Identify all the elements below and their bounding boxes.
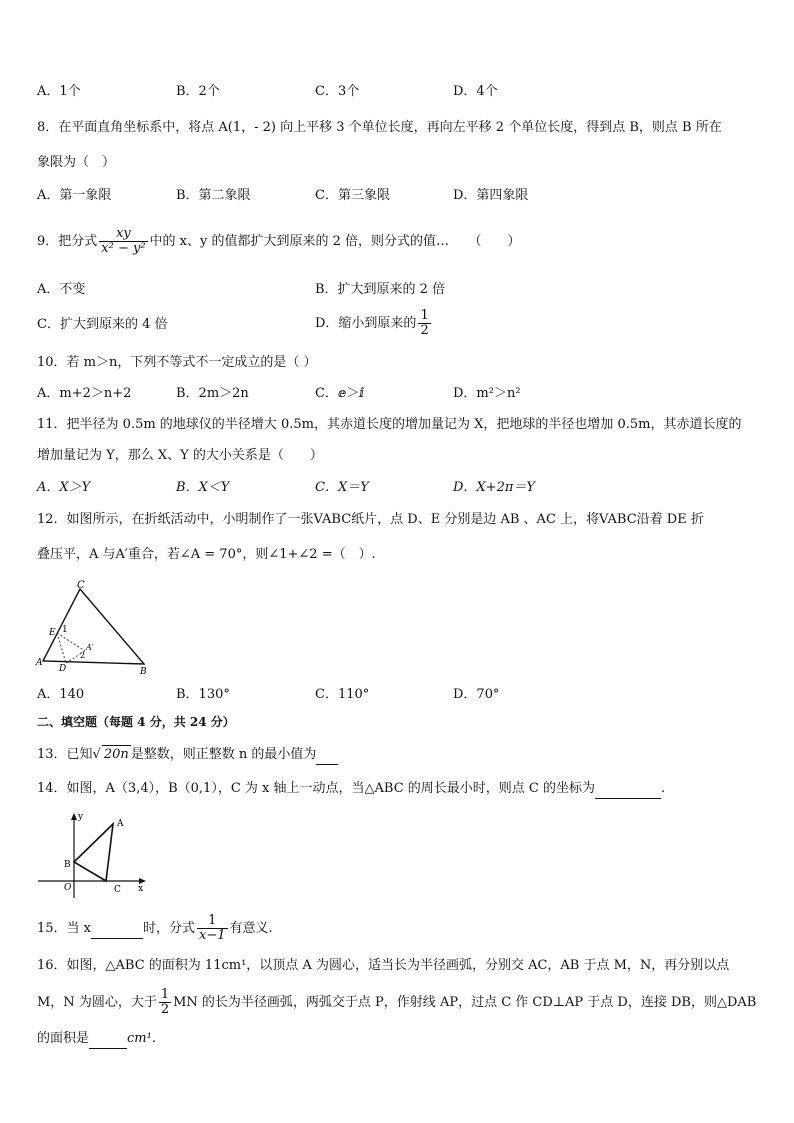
q12-option-b: B．130° [176,687,230,702]
label-e: E [49,628,56,638]
label-b: B [140,667,147,677]
q13-prefix: 13．已知 [37,747,93,762]
q16-line3-prefix: 的面积是 [37,1031,90,1046]
q9-option-d-numerator: 1 [420,308,429,323]
q16-answer-blank [89,1030,127,1049]
q12-option-d: D．70° [453,687,500,702]
q9-fraction-denominator: x² − y² [101,241,146,256]
label-a-prime: A′ [86,643,94,652]
q12-option-a: A．140 [37,687,85,702]
q9-option-d-prefix: D．缩小到原来的 [315,316,417,331]
q9-option-b: B．扩大到原来的 2 倍 [315,282,446,297]
label-o: O [64,883,72,893]
q11-option-a: A．X＞Y [37,480,91,495]
q9-stem [37,227,521,256]
sqrt-radical-icon: √ [92,747,101,762]
triangle-abc [74,824,113,881]
q9-option-d [315,309,433,338]
q16-fraction [159,988,171,1017]
q16-fraction-numerator: 1 [160,987,170,1002]
q12-option-c: C．110° [315,687,370,702]
q13-suffix: 是整数，则正整数 n 的最小值为 [130,747,317,762]
q14-answer-blank [595,780,661,799]
q15-fraction-denominator: x−1 [199,928,226,943]
q16-line3-suffix: cm¹. [127,1031,156,1046]
q7-option-c: C．3个 [315,84,360,99]
q11-option-c: C．X＝Y [315,480,369,495]
q14-coordinate-figure [34,810,152,902]
q14-end: . [660,781,666,796]
q10-option-b: B．2m＞2n [176,386,249,401]
q15-suffix: 有意义. [229,921,273,936]
q9-prefix: 9．把分式 [37,234,98,249]
q16-stem-line1: 16．如图，△ABC 的面积为 11cm¹，以顶点 A 为圆心，适当长为半径画弧，分别交 AC，AB 于点 M，N，再分别以点 [37,958,730,973]
q16-fraction-denominator: 2 [160,1002,170,1017]
q15-fraction [197,914,228,943]
label-d: D [59,664,67,674]
q10-option-a: A．m+2＞n+2 [37,386,132,401]
q16-stem-line3 [37,1030,156,1049]
q9-option-a: A．不变 [37,282,86,297]
q7-option-a: A．1个 [37,84,81,99]
q12-stem-line2: 叠压平，A 与A′重合，若∠A = 70°，则∠1+∠2 =（ ）. [37,547,376,562]
triangle-abc [43,589,144,664]
q11-option-d: D．X+2π＝Y [453,480,535,495]
q16-line2-suffix: MN 的长为半径画弧，两弧交于点 P，作射线 AP，过点 C 作 CD⊥AP 于点 D，连接 DB，则△DAB [173,995,757,1010]
q7-option-b: B．2个 [176,84,220,99]
label-angle-1: 1 [62,625,68,635]
q11-option-b: B．X＜Y [176,480,230,495]
q8-stem-line2: 象限为（ ） [37,155,116,170]
label-c: C [77,580,85,591]
label-x: x [138,884,144,894]
q10-option-c: C．ⅇ＞ⅈ [315,386,365,401]
q15-answer-blank [91,920,143,939]
label-a: A [117,819,124,829]
q10-option-d: D．m²＞n² [453,386,521,401]
section-fill-in-heading: 二、填空题（每题 4 分，共 24 分） [37,715,235,729]
q9-option-d-denominator: 2 [420,323,429,338]
q9-fraction [99,227,147,256]
q11-stem-line2: 增加量记为 Y，那么 X、Y 的大小关系是（ ） [37,448,323,463]
q10-stem: 10．若 m＞n，下列不等式不一定成立的是（ ） [37,355,317,370]
q8-stem-line1: 8．在平面直角坐标系中，将点 A(1，- 2) 向上平移 3 个单位长度，再向左平移 2 个单位长度，得到点 B，则点 B 所在 [37,120,722,135]
q12-folding-figure [34,577,154,677]
y-axis-arrow-icon [71,813,77,820]
fold-ea-prime [57,633,85,651]
label-c: C [114,885,121,895]
q8-option-b: B．第二象限 [176,188,251,203]
q16-stem-line2 [37,988,756,1017]
q8-option-a: A．第一象限 [37,188,112,203]
q15-middle: 时，分式 [143,921,196,936]
label-b: B [64,860,71,870]
q13-radicand: 20n [103,747,129,762]
q8-option-d: D．第四象限 [453,188,529,203]
q14-stem [37,780,665,799]
q9-option-c: C．扩大到原来的 4 倍 [37,317,168,332]
q13-answer-blank [316,746,338,765]
q16-line2-prefix: M，N 为圆心，大于 [37,995,157,1010]
q11-stem-line1: 11．把半径为 0.5m 的地球仪的半径增大 0.5m，其赤道长度的增加量记为 X，把地球的半径也增加 0.5m，其赤道长度的 [37,417,742,432]
q9-option-d-fraction [418,309,430,338]
q15-stem [37,914,273,943]
q9-fraction-numerator: xy [99,227,147,242]
q15-prefix: 15．当 x [37,921,92,936]
q7-option-d: D．4个 [453,84,498,99]
q8-option-c: C．第三象限 [315,188,390,203]
q12-stem-line1: 12．如图所示，在折纸活动中，小明制作了一张VABC纸片，点 D、E 分别是边 AB 、AC 上，将VABC沿着 DE 折 [37,512,704,527]
label-y: y [78,812,84,822]
q15-fraction-numerator: 1 [197,914,228,929]
q9-suffix: 中的 x、y 的值都扩大到原来的 2 倍，则分式的值… （ ） [149,234,521,249]
q14-text: 14．如图，A（3,4），B（0,1），C 为 x 轴上一动点，当△ABC 的周长最小时，则点 C 的坐标为 [37,781,595,796]
label-angle-2: 2 [80,651,86,660]
q13-stem [37,745,338,765]
label-a: A [36,658,43,668]
